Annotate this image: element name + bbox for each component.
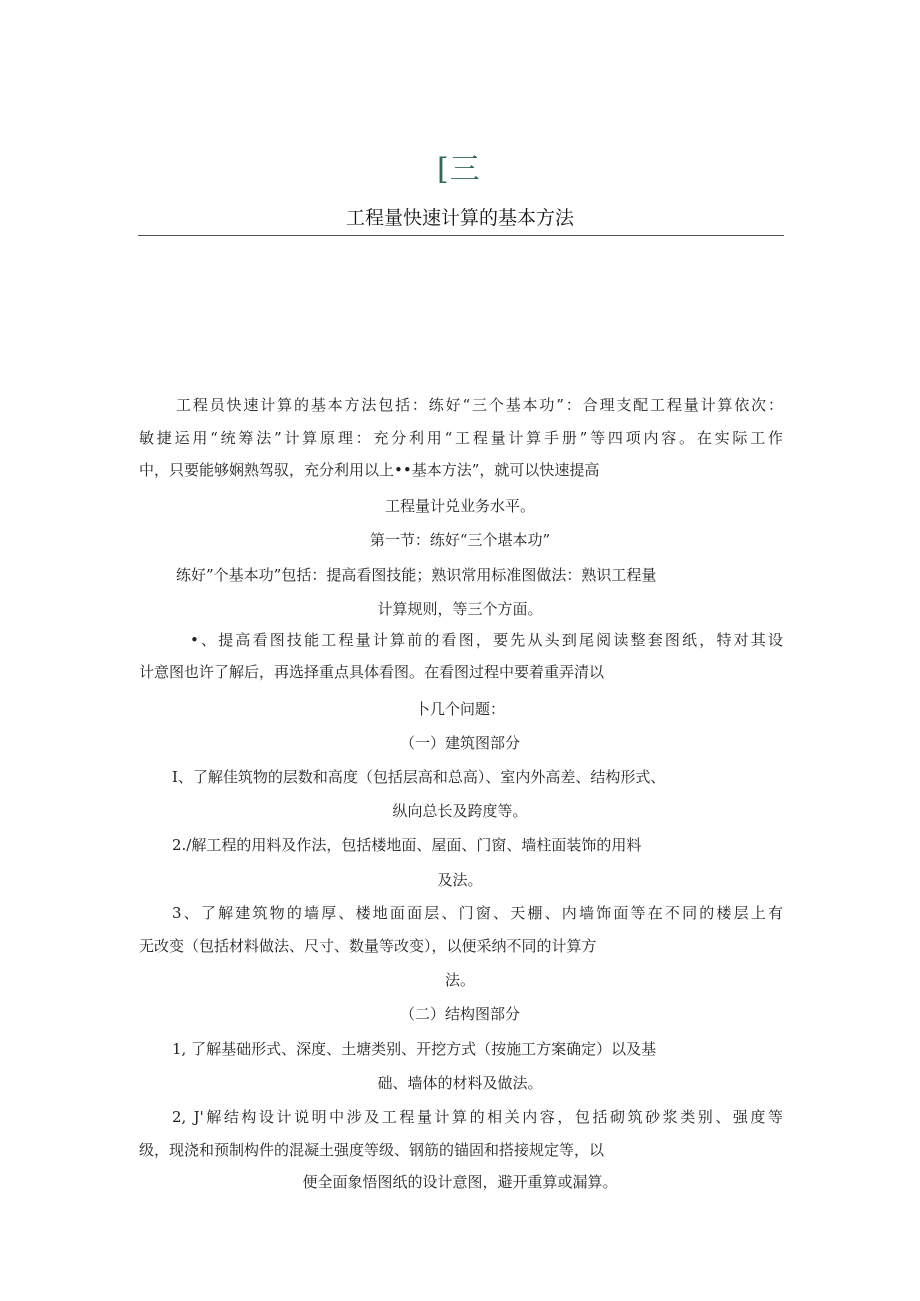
paragraph-line: •、提高看图技能工程量计算前的看图，要先从头到尾阅读整套图纸，特对其设 [190,631,783,649]
subsection-heading: （二）结构图部分 [399,1005,520,1023]
list-item-continuation: 纵向总长及跨度等。 [392,802,528,820]
list-item-continuation: 础、墙体的材料及做法。 [377,1074,543,1092]
page-title: 工程量快速计算的基本方法 [345,207,574,229]
list-item: 1, 了解基础形式、深度、土塘类别、开挖方式（按施工方案确定）以及基 [172,1040,657,1058]
paragraph-line: 敏捷运用“统筹法”计算原理：充分利用“工程量计算手册”等四项内容。在实际工作 [139,429,783,447]
paragraph-line: 练好”个基本功”包括：提高看图技能；熟识常用标准图做法：熟识工程量 [176,566,657,584]
title-divider [138,235,784,236]
list-item-continuation: 及法。 [437,871,483,889]
paragraph-line: 计算规则，等三个方面。 [377,600,543,618]
paragraph-line: 中，只要能够娴熟驾驭，充分利用以上••基本方法”，就可以快速提高 [139,461,600,479]
subsection-heading: （一）建筑图部分 [399,734,520,752]
list-item: I、了解佳筑物的层数和高度（包括层高和总高）、室内外高差、结构形式、 [172,768,666,786]
list-item: 2, J'解结构设计说明中涉及工程量计算的相关内容，包括砌筑砂浆类别、强度等 [172,1108,783,1126]
list-item-continuation: 便全面象悟图纸的设计意图，避开重算或漏算。 [302,1173,618,1191]
list-item: 2./解工程的用料及作法，包括楼地面、屋面、门窗、墙柱面装饰的用料 [172,836,642,854]
list-item: 3、了解建筑物的墙厚、楼地面面层、门窗、天棚、内墙饰面等在不同的楼层上有 [172,904,783,922]
section-heading: 第一节：练好“三个堪本功” [369,531,551,549]
list-item-continuation: 法。 [444,971,475,989]
paragraph-line: 工程员快速计算的基本方法包括：练好“三个基本功”：合理支配工程量计算依次： [176,396,783,414]
paragraph-line: 计意图也许了解后，再选择重点具体看图。在看图过程中要着重弄清以 [139,663,605,681]
paragraph-line: 工程量计兑业务水平。 [384,497,535,515]
header-logo: [三 [437,152,481,187]
paragraph-line: 卜几个问题： [414,700,505,718]
list-item-continuation: 无改变（包括材料做法、尺寸、数量等改变），以便采纳不同的计算方 [139,937,597,955]
list-item-continuation: 级，现浇和预制构件的混凝土强度等级、钢筋的锚固和搭接规定等，以 [139,1141,605,1159]
